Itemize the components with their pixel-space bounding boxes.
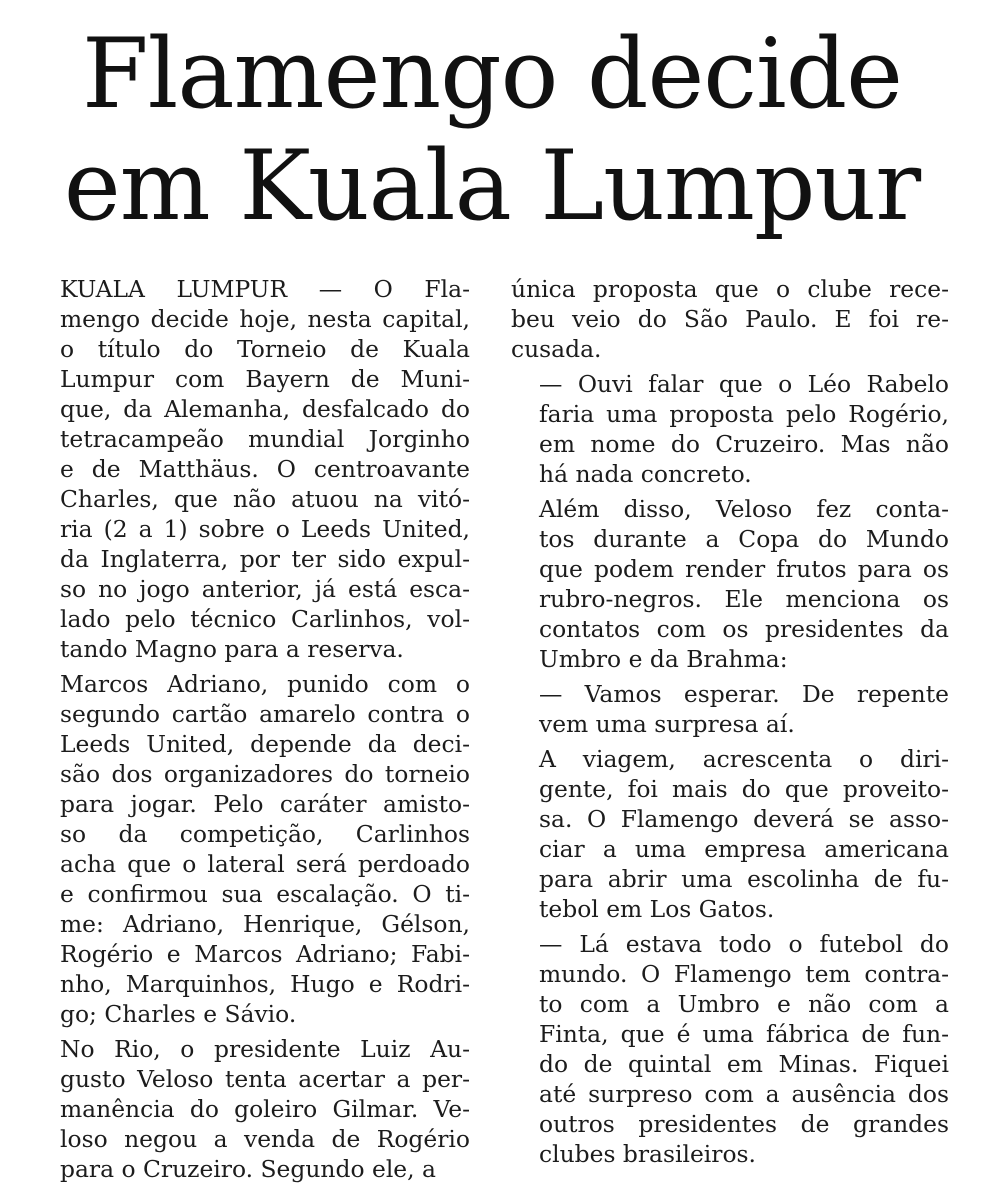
- text-line: única proposta que o clube rece-: [511, 275, 949, 303]
- text-line: so da competição, Carlinhos: [60, 820, 470, 848]
- text-line: há nada concreto.: [539, 460, 752, 488]
- text-line: cusada.: [511, 335, 602, 363]
- left-column: [32, 274, 470, 1189]
- text-line: clubes brasileiros.: [539, 1140, 756, 1168]
- text-line: e de Matthäus. O centroavante: [60, 455, 470, 483]
- text-line: loso negou a venda de Rogério: [60, 1125, 470, 1153]
- paragraph: [32, 669, 470, 1029]
- text-line: KUALA LUMPUR — O Fla-: [60, 275, 470, 303]
- text-line: ria (2 a 1) sobre o Leeds United,: [60, 515, 470, 543]
- text-line: go; Charles e Sávio.: [60, 1000, 297, 1028]
- paragraph: [511, 929, 949, 1169]
- text-line: que, da Alemanha, desfalcado do: [60, 395, 470, 423]
- headline-line: Flamengo decide: [82, 18, 902, 130]
- text-line: para jogar. Pelo caráter amisto-: [60, 790, 470, 818]
- text-line: mengo decide hoje, nesta capital,: [60, 305, 470, 333]
- text-line: tetracampeão mundial Jorginho: [60, 425, 470, 453]
- text-line: me: Adriano, Henrique, Gélson,: [60, 910, 470, 938]
- text-line: faria uma proposta pelo Rogério,: [539, 400, 949, 428]
- text-line: Finta, que é uma fábrica de fun-: [539, 1020, 949, 1048]
- text-line: outros presidentes de grandes: [539, 1110, 949, 1138]
- text-line: tando Magno para a reserva.: [60, 635, 404, 663]
- text-line: Leeds United, depende da deci-: [60, 730, 470, 758]
- text-line: — Ouvi falar que o Léo Rabelo: [539, 370, 949, 398]
- paragraph: [511, 744, 949, 924]
- text-line: para abrir uma escolinha de fu-: [539, 865, 949, 893]
- text-line: Além disso, Veloso fez conta-: [539, 495, 949, 523]
- text-line: que podem render frutos para os: [539, 555, 949, 583]
- text-line: nho, Marquinhos, Hugo e Rodri-: [60, 970, 470, 998]
- text-line: do de quintal em Minas. Fiquei: [539, 1050, 949, 1078]
- headline: [30, 18, 954, 242]
- text-line: vem uma surpresa aí.: [539, 710, 795, 738]
- text-line: gente, foi mais do que proveito-: [539, 775, 949, 803]
- text-line: Lumpur com Bayern de Muni-: [60, 365, 470, 393]
- text-line: até surpreso com a ausência dos: [539, 1080, 949, 1108]
- text-line: ciar a uma empresa americana: [539, 835, 949, 863]
- text-line: No Rio, o presidente Luiz Au-: [60, 1035, 470, 1063]
- text-line: manência do goleiro Gilmar. Ve-: [60, 1095, 470, 1123]
- paragraph: [32, 1034, 470, 1184]
- text-line: Rogério e Marcos Adriano; Fabi-: [60, 940, 470, 968]
- headline-line: em Kuala Lumpur: [63, 130, 921, 242]
- text-line: e confirmou sua escalação. O ti-: [60, 880, 470, 908]
- text-line: — Vamos esperar. De repente: [539, 680, 949, 708]
- text-line: em nome do Cruzeiro. Mas não: [539, 430, 949, 458]
- text-line: contatos com os presidentes da: [539, 615, 949, 643]
- right-column: [511, 274, 949, 1174]
- text-line: lado pelo técnico Carlinhos, vol-: [60, 605, 470, 633]
- text-line: da Inglaterra, por ter sido expul-: [60, 545, 470, 573]
- text-line: to com a Umbro e não com a: [539, 990, 949, 1018]
- text-line: sa. O Flamengo deverá se asso-: [539, 805, 949, 833]
- paragraph: [511, 369, 949, 489]
- text-line: Umbro e da Brahma:: [539, 645, 788, 673]
- text-line: para o Cruzeiro. Segundo ele, a: [60, 1155, 436, 1183]
- text-line: Charles, que não atuou na vitó-: [60, 485, 470, 513]
- paragraph: [32, 274, 470, 664]
- text-line: Marcos Adriano, punido com o: [60, 670, 470, 698]
- text-line: so no jogo anterior, já está esca-: [60, 575, 470, 603]
- text-line: rubro-negros. Ele menciona os: [539, 585, 949, 613]
- text-line: tebol em Los Gatos.: [539, 895, 775, 923]
- text-line: acha que o lateral será perdoado: [60, 850, 470, 878]
- text-line: mundo. O Flamengo tem contra-: [539, 960, 949, 988]
- text-line: — Lá estava todo o futebol do: [539, 930, 949, 958]
- text-line: são dos organizadores do torneio: [60, 760, 470, 788]
- text-line: o título do Torneio de Kuala: [60, 335, 470, 363]
- text-line: gusto Veloso tenta acertar a per-: [60, 1065, 470, 1093]
- text-line: A viagem, acrescenta o diri-: [539, 745, 949, 773]
- text-line: beu veio do São Paulo. E foi re-: [511, 305, 949, 333]
- paragraph: [511, 679, 949, 739]
- text-line: segundo cartão amarelo contra o: [60, 700, 470, 728]
- paragraph: [511, 494, 949, 674]
- paragraph: [511, 274, 949, 364]
- text-line: tos durante a Copa do Mundo: [539, 525, 949, 553]
